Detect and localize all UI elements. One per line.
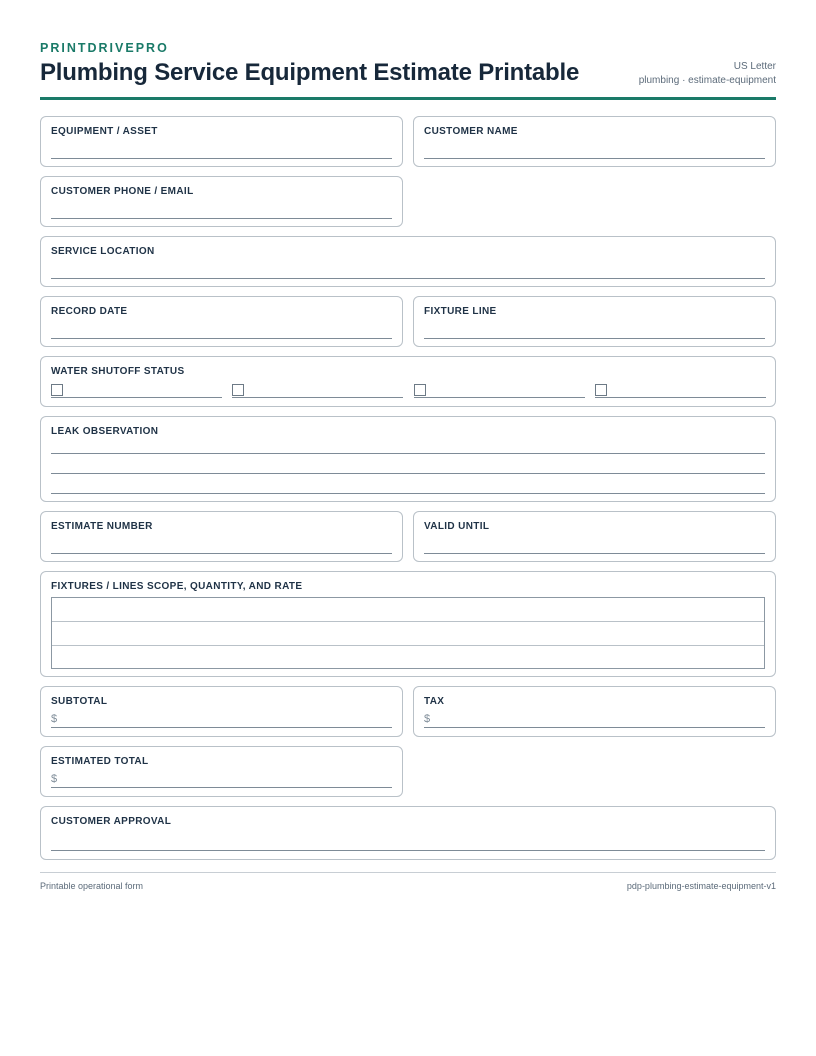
customer-approval-field[interactable]	[40, 806, 776, 860]
field-label: ESTIMATE NUMBER	[51, 521, 153, 532]
footer-divider	[40, 872, 776, 873]
write-line	[414, 397, 585, 398]
write-line	[424, 338, 765, 339]
field-label: TAX	[424, 696, 445, 707]
signature-line	[51, 850, 765, 851]
record-date-field[interactable]	[40, 296, 403, 347]
currency-symbol: $	[51, 713, 58, 725]
write-line	[51, 553, 392, 554]
header-divider	[40, 97, 776, 100]
leak-observation-field[interactable]	[40, 416, 776, 502]
write-line	[51, 473, 765, 474]
write-line	[51, 453, 765, 454]
valid-until-field[interactable]	[413, 511, 776, 562]
estimate-number-field[interactable]	[40, 511, 403, 562]
checkbox[interactable]	[232, 384, 244, 396]
fixture-line-field[interactable]	[413, 296, 776, 347]
field-label: LEAK OBSERVATION	[51, 426, 159, 437]
customer-name-field[interactable]	[413, 116, 776, 167]
scope-table-field	[40, 571, 776, 677]
currency-symbol: $	[51, 773, 58, 785]
tax-field[interactable]	[413, 686, 776, 737]
field-label: EQUIPMENT / ASSET	[51, 126, 158, 137]
document-meta	[639, 60, 776, 88]
checkbox[interactable]	[414, 384, 426, 396]
status-option[interactable]	[232, 384, 403, 398]
write-line	[424, 553, 765, 554]
footer-description: Printable operational form	[40, 881, 144, 891]
currency-symbol: $	[424, 713, 431, 725]
status-option[interactable]	[414, 384, 585, 398]
write-line	[51, 158, 392, 159]
write-line	[51, 218, 392, 219]
field-label: CUSTOMER APPROVAL	[51, 816, 172, 827]
brand-name: PRINTDRIVEPRO	[40, 41, 169, 55]
write-line	[51, 727, 392, 728]
paper-size: US Letter	[733, 61, 776, 72]
checkbox[interactable]	[51, 384, 63, 396]
field-label: ESTIMATED TOTAL	[51, 756, 149, 767]
field-label: RECORD DATE	[51, 306, 128, 317]
estimated-total-field[interactable]	[40, 746, 403, 797]
form-id: pdp-plumbing-estimate-equipment-v1	[626, 881, 776, 891]
status-option[interactable]	[595, 384, 766, 398]
write-line	[51, 397, 222, 398]
write-line	[51, 338, 392, 339]
write-line	[51, 787, 392, 788]
write-line	[595, 397, 766, 398]
field-label: CUSTOMER PHONE / EMAIL	[51, 186, 194, 197]
field-label: FIXTURE LINE	[424, 306, 497, 317]
table-row-divider	[52, 621, 764, 622]
customer-contact-field[interactable]	[40, 176, 403, 227]
write-line	[51, 278, 765, 279]
status-option[interactable]	[51, 384, 222, 398]
field-label: WATER SHUTOFF STATUS	[51, 366, 185, 377]
scope-table[interactable]	[51, 597, 765, 669]
write-line	[424, 727, 765, 728]
write-line	[232, 397, 403, 398]
field-label: SUBTOTAL	[51, 696, 108, 707]
page-title: Plumbing Service Equipment Estimate Printable	[40, 59, 580, 86]
water-shutoff-status-field	[40, 356, 776, 407]
checkbox[interactable]	[595, 384, 607, 396]
field-label: CUSTOMER NAME	[424, 126, 518, 137]
equipment-asset-field[interactable]	[40, 116, 403, 167]
document-tags: plumbing · estimate-equipment	[638, 75, 776, 86]
write-line	[424, 158, 765, 159]
field-label: SERVICE LOCATION	[51, 246, 155, 257]
table-row-divider	[52, 645, 764, 646]
subtotal-field[interactable]	[40, 686, 403, 737]
service-location-field[interactable]	[40, 236, 776, 287]
write-line	[51, 493, 765, 494]
field-label: FIXTURES / LINES SCOPE, QUANTITY, AND RATE	[51, 581, 303, 592]
field-label: VALID UNTIL	[424, 521, 490, 532]
